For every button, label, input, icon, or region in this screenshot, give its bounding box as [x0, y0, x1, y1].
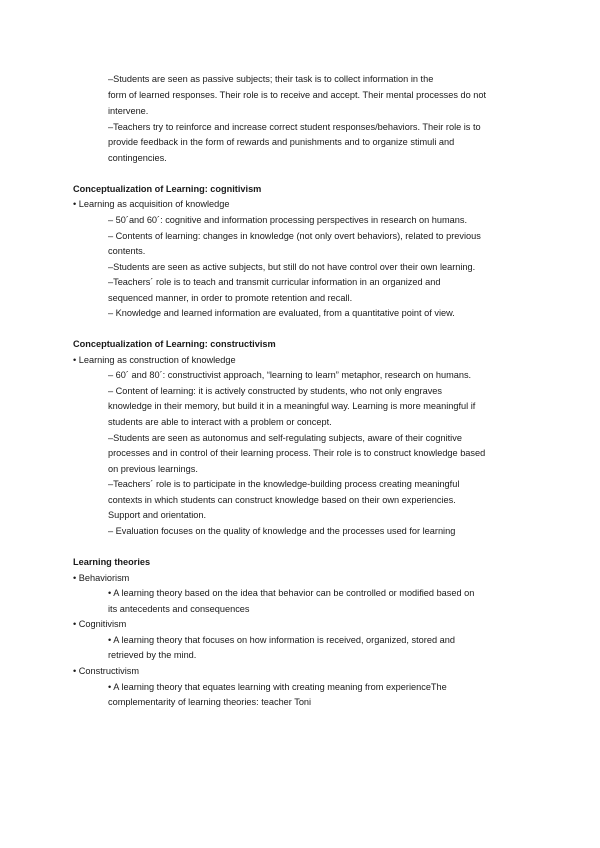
- sub-item-line: contexts in which students can construct knowledge based on their own experiencies.: [108, 495, 456, 505]
- sub-item-line: –Teachers´ role is to participate in the knowledge-building process creating meaningful: [108, 479, 460, 489]
- sub-item-line: – 50´and 60´: cognitive and information processing perspectives in research on humans.: [108, 215, 468, 225]
- sub-item-line: retrieved by the mind.: [108, 650, 197, 660]
- sub-item-line: – Contents of learning: changes in knowledge (not only overt behaviors), related to previous: [108, 231, 481, 241]
- intro-line: –Students are seen as passive subjects; their task is to collect information in the: [108, 74, 434, 84]
- sub-item-line: Support and orientation.: [108, 510, 207, 520]
- sub-item-line: – Evaluation focuses on the quality of knowledge and the processes used for learning: [108, 526, 456, 536]
- sub-item-line: students are able to interact with a problem or concept.: [108, 417, 332, 427]
- sub-item-line: – 60´ and 80´: constructivist approach, “learning to learn” metaphor, research on humans.: [108, 370, 472, 380]
- bullet-item-cognitivism: • Cognitivism: [73, 619, 127, 629]
- sub-item-line: processes and in control of their learning process. Their role is to construct knowledge based: [108, 448, 486, 458]
- sub-item-line: • A learning theory that equates learning with creating meaning from experienceThe: [108, 682, 447, 692]
- sub-item-line: contents.: [108, 246, 146, 256]
- intro-line: intervene.: [108, 106, 149, 116]
- bullet-item: • Learning as acquisition of knowledge: [73, 199, 230, 209]
- sub-item-line: • A learning theory based on the idea that behavior can be controlled or modified based on: [108, 588, 475, 598]
- bullet-item-behaviorism: • Behaviorism: [73, 573, 130, 583]
- bullet-item: • Learning as construction of knowledge: [73, 355, 236, 365]
- sub-item-line: – Knowledge and learned information are evaluated, from a quantitative point of view.: [108, 308, 455, 318]
- intro-line: contingencies.: [108, 153, 167, 163]
- sub-item-line: • A learning theory that focuses on how information is received, organized, stored and: [108, 635, 455, 645]
- sub-item-line: knowledge in their memory, but build it in a meaningful way. Learning is more meaningful if: [108, 401, 476, 411]
- sub-item-line: – Content of learning: it is actively constructed by students, who not only engraves: [108, 386, 442, 396]
- sub-item-line: sequenced manner, in order to promote retention and recall.: [108, 293, 353, 303]
- intro-line: form of learned responses. Their role is to receive and accept. Their mental processes do not: [108, 90, 487, 100]
- sub-item-line: on previous learnings.: [108, 464, 198, 474]
- bullet-item-constructivism: • Constructivism: [73, 666, 140, 676]
- sub-item-line: complementarity of learning theories: teacher Toni: [108, 697, 312, 707]
- sub-item-line: –Students are seen as active subjects, but still do not have control over their own learning.: [108, 262, 476, 272]
- section-heading-learning-theories: Learning theories: [73, 557, 151, 567]
- section-heading-cognitivism: Conceptualization of Learning: cognitivism: [73, 184, 262, 194]
- sub-item-line: –Students are seen as autonomus and self-regulating subjects, aware of their cognitive: [108, 433, 462, 443]
- section-heading-constructivism: Conceptualization of Learning: constructivism: [73, 339, 276, 349]
- intro-line: provide feedback in the form of rewards and punishments and to organize stimuli and: [108, 137, 455, 147]
- sub-item-line: –Teachers´ role is to teach and transmit curricular information in an organized and: [108, 277, 441, 287]
- sub-item-line: its antecedents and consequences: [108, 604, 250, 614]
- intro-line: –Teachers try to reinforce and increase correct student responses/behaviors. Their role is to: [108, 122, 481, 132]
